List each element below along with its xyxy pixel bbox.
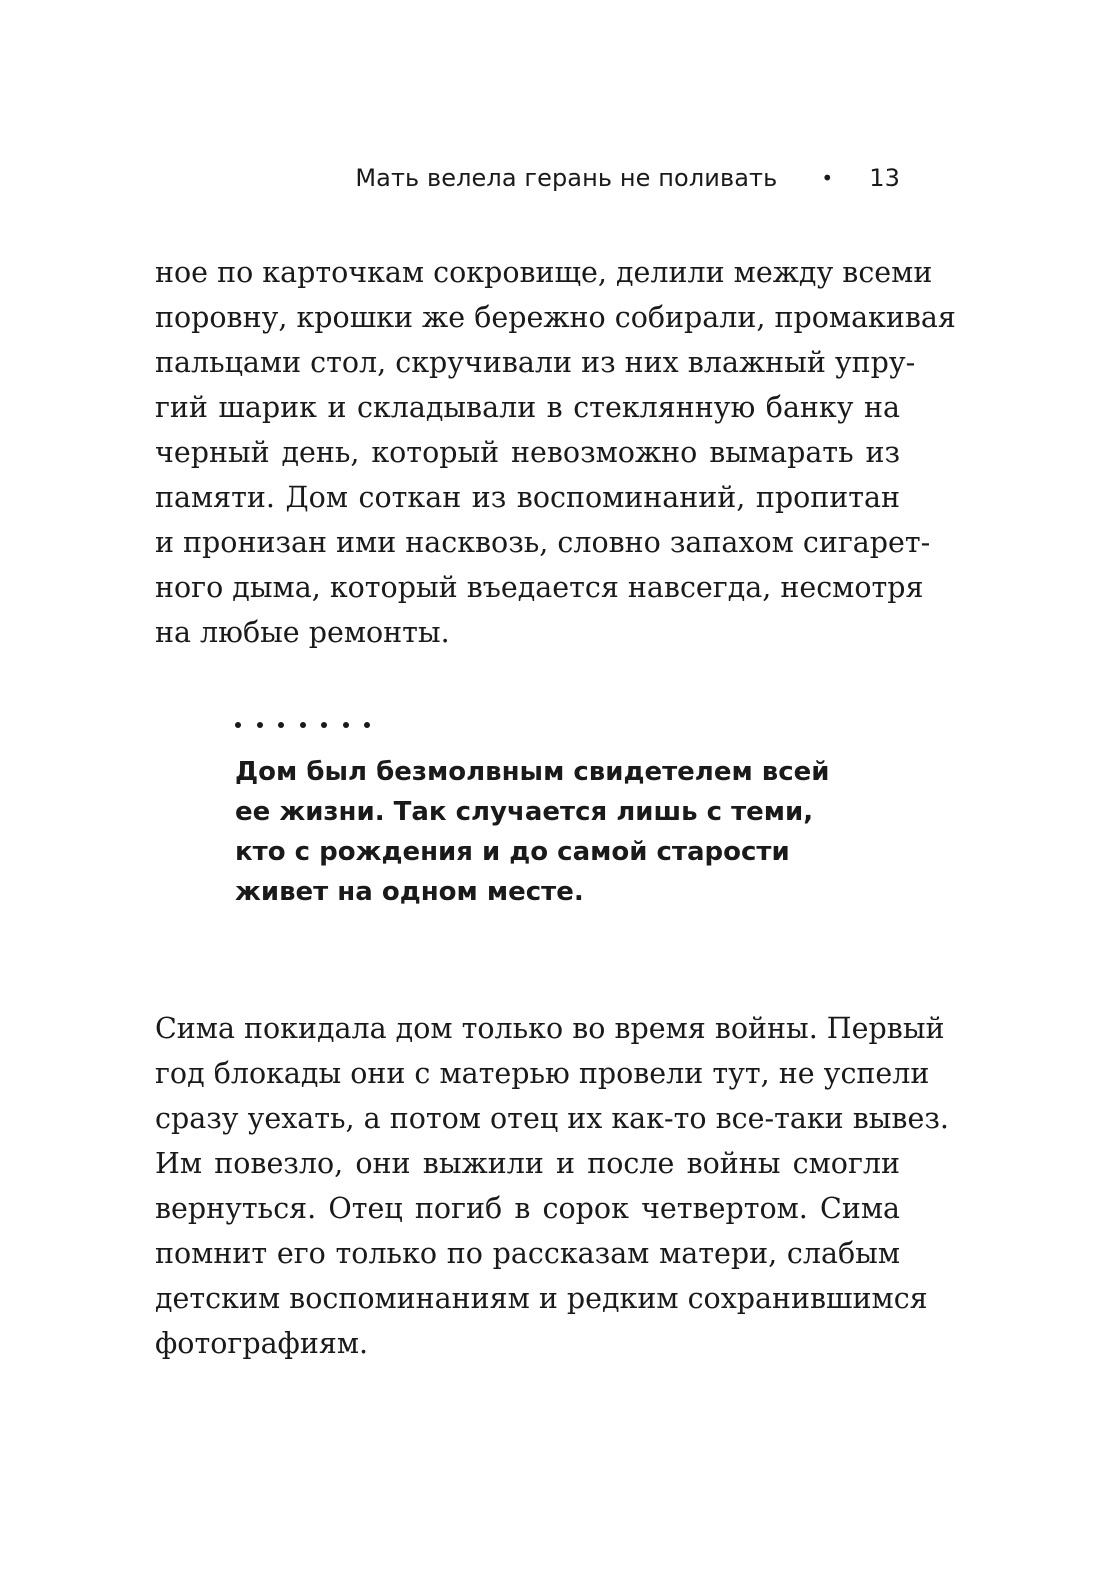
text-line: гий шарик и складывали в стеклянную банку на: [155, 391, 900, 424]
ornament-dot: [364, 722, 370, 728]
ornament-dots: [235, 710, 855, 740]
text-line: ного дыма, который въедается навсегда, несмотря: [155, 571, 924, 604]
paragraph-2: [155, 1006, 949, 1366]
running-head: [155, 160, 900, 196]
text-line: сразу уехать, а потом отец их как-то все-таки вывез.: [155, 1102, 949, 1135]
text-line: пальцами стол, скручивали из них влажный упру-: [155, 346, 916, 379]
ornament-dot: [321, 722, 327, 728]
text-line: детским воспоминаниям и редким сохранившимся: [155, 1282, 928, 1315]
paragraph-1: [155, 250, 956, 655]
text-line: черный день, который невозможно вымарать из: [155, 436, 900, 469]
text-line: помнит его только по рассказам матери, слабым: [155, 1237, 900, 1270]
text-line: на любые ремонты.: [155, 616, 450, 649]
quote-line: ее жизни. Так случается лишь с теми,: [235, 797, 814, 827]
ornament-dot: [300, 722, 306, 728]
page-number: 13: [869, 164, 900, 192]
text-line: поровну, крошки же бережно собирали, промакивая: [155, 301, 956, 334]
ornament-dot: [343, 722, 349, 728]
text-line: вернуться. Отец погиб в сорок четвертом. Сима: [155, 1192, 900, 1225]
ornament-dot: [235, 722, 241, 728]
text-line: фотографиям.: [155, 1327, 369, 1360]
quote-line: Дом был безмолвным свидетелем всей: [235, 757, 830, 787]
ornament-dot: [278, 722, 284, 728]
chapter-title: Мать велела герань не поливать: [355, 164, 778, 192]
quote-line: живет на одном месте.: [235, 877, 584, 907]
text-line: Сима покидала дом только во время войны. Первый: [155, 1012, 945, 1045]
text-line: год блокады они с матерью провели тут, не успели: [155, 1057, 930, 1090]
text-line: Им повезло, они выжили и после войны смогли: [155, 1147, 900, 1180]
quote-line: кто с рождения и до самой старости: [235, 837, 790, 867]
pull-quote-text: [235, 752, 855, 912]
header-separator: •: [821, 166, 834, 190]
text-line: и пронизан ими насквозь, словно запахом сигарет-: [155, 526, 931, 559]
text-line: ное по карточкам сокровище, делили между всеми: [155, 256, 933, 289]
text-line: памяти. Дом соткан из воспоминаний, пропитан: [155, 481, 900, 514]
pull-quote: [235, 710, 855, 912]
ornament-dot: [257, 722, 263, 728]
